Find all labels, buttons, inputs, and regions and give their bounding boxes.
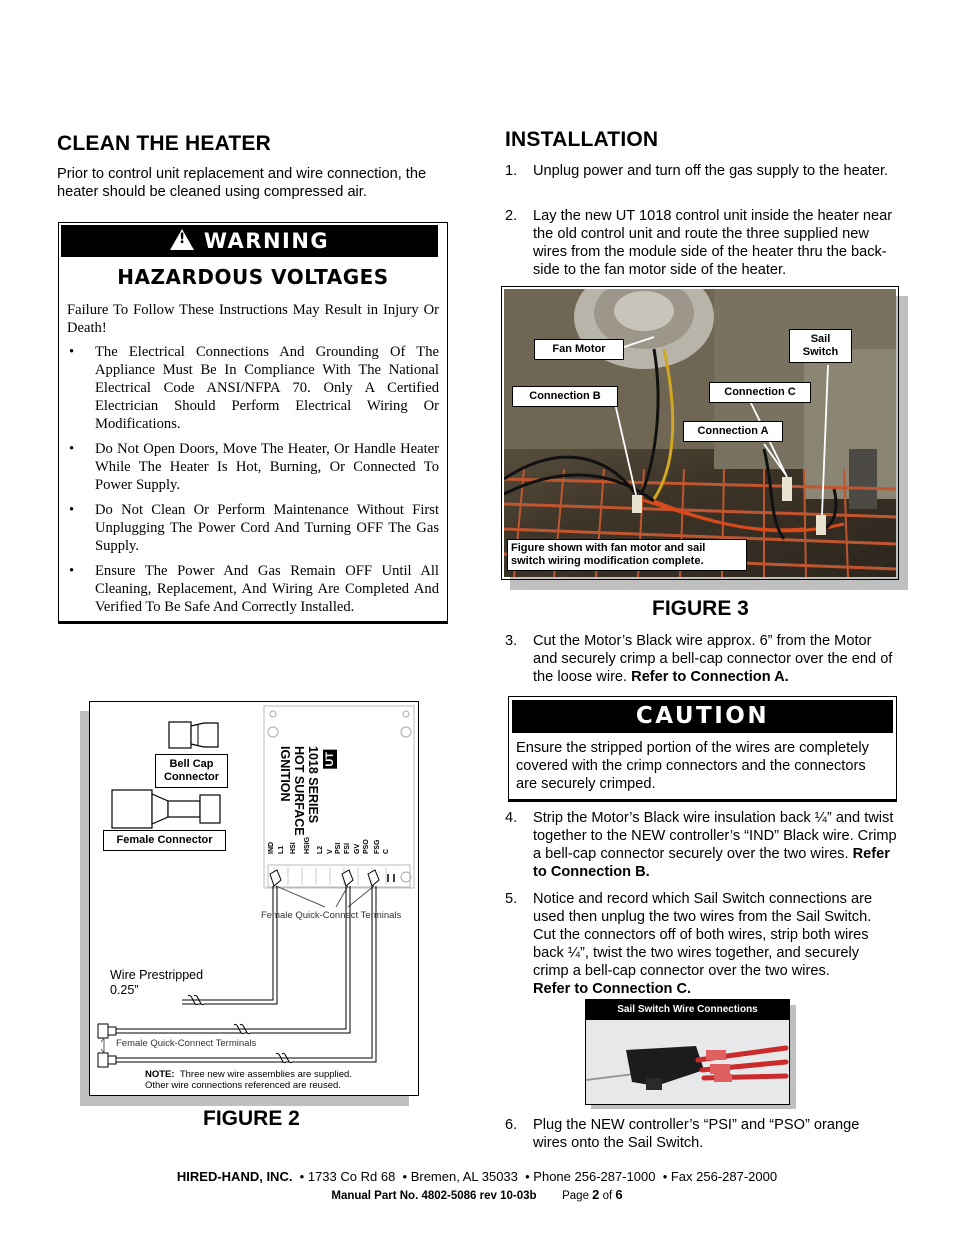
step-1: 1. Unplug power and turn off the gas supply to the heater. — [505, 163, 889, 179]
caution-banner: CAUTION — [512, 700, 893, 733]
figure2-diagram — [89, 701, 419, 1096]
board-hot-surface: HOT SURFACE — [292, 746, 306, 836]
step-4: 4. Strip the Motor’s Black wire insulation back ¼” and twist together to the NEW controller’s “IND” Black wire. Crimp a bell-cap connector securely over the two wires. Refer to Connection B. — [505, 810, 897, 880]
step-2: 2. Lay the new UT 1018 control unit inside the heater near the old control unit and route the three supplied new wires from the module side of the heater thru the back-side to the fan motor side of the heater. — [505, 208, 893, 278]
warning-item: • Do Not Clean Or Perform Maintenance Without First Unplugging The Power Cord And Turning OFF The Gas Supply. — [67, 501, 439, 555]
step-3: 3. Cut the Motor’s Black wire approx. 6” from the Motor and securely crimp a bell-cap connector over the end of the loose wire. Refer to Connection A. — [505, 633, 893, 685]
warning-item: • Ensure The Power And Gas Remain OFF Until All Cleaning, Replacement, And Wiring Are Completed And Verified To Be Safe And Correctly Installed. — [67, 562, 439, 616]
terminal-hsig: HSIG — [304, 836, 311, 854]
female-connector-label: Female Connector — [103, 830, 226, 851]
footer-address: HIRED-HAND, INC. • 1733 Co Rd 68 • Bremen, AL 35033 • Phone 256-287-1000 • Fax 256-287-2000 — [176, 1169, 778, 1184]
terminal-v: V — [327, 849, 334, 854]
figure3-note: Figure shown with fan motor and sail switch wiring modification complete. — [507, 539, 747, 571]
warning-banner: !WARNING — [61, 225, 438, 257]
warning-triangle-icon — [170, 229, 194, 250]
clean-heater-title: CLEAN THE HEATER — [57, 132, 271, 155]
connection-a-label: Connection A — [683, 421, 783, 442]
caution-text: Ensure the stripped portion of the wires are completely covered with the crimp connectors and the connectors are securely crimped. — [516, 740, 869, 792]
heater-photo — [504, 289, 896, 577]
figure3-photo — [501, 286, 899, 580]
wire-prestripped-label: Wire Prestripped 0.25” — [110, 968, 204, 997]
fqc-label-top: Female Quick-Connect Terminals — [261, 910, 402, 921]
warning-intro: Failure To Follow These Instructions May Result in Injury Or Death! — [67, 302, 439, 336]
figure2-note: NOTE: Three new wire assemblies are supplied. Other wire connections referenced are reused. — [145, 1069, 352, 1091]
step-6: 6. Plug the NEW controller’s “PSI” and “PSO” orange wires onto the Sail Switch. — [505, 1117, 860, 1151]
board-ignition: IGNITION — [278, 746, 292, 802]
clean-heater-text: Prior to control unit replacement and wire connection, the heater should be cleaned using compressed air. — [57, 166, 427, 200]
terminal-pso: PSO — [363, 839, 370, 854]
figure2-caption: FIGURE 2 — [203, 1107, 300, 1130]
terminal-fsg: FSG — [374, 839, 381, 854]
terminal-gv: GV — [354, 843, 361, 854]
fqc-label-bottom: Female Quick-Connect Terminals — [116, 1038, 257, 1049]
warning-box — [58, 222, 448, 624]
terminal-fsi: FSI — [344, 843, 351, 854]
bell-cap-label: Bell Cap Connector — [155, 754, 228, 788]
terminal-l2: L2 — [317, 845, 324, 854]
warning-item: • Do Not Open Doors, Move The Heater, Or Handle Heater While The Heater Is Hot, Burning, Or Connected To Power Supply. — [67, 440, 439, 494]
terminal-l1: L1 — [278, 845, 285, 854]
fan-motor-label: Fan Motor — [534, 339, 624, 360]
ut-logo: UT — [324, 752, 336, 767]
terminal-c: C — [383, 848, 390, 854]
board-series: 1018 SERIES — [306, 746, 320, 824]
warning-list — [67, 343, 439, 623]
sail-photo-title: Sail Switch Wire Connections — [586, 1000, 789, 1020]
caution-box — [508, 696, 897, 802]
connection-c-label: Connection C — [709, 382, 811, 403]
step-5: 5. Notice and record which Sail Switch connections are used then unplug the two wires from the Sail Switch. Cut the connectors off of both wires, strip both wires back ¼”, twist the two wires together, and securely crimp a bell-cap connector over the two wires. Refer to Connection C. — [505, 891, 873, 997]
footer-manual: Manual Part No. 4802-5086 rev 10-03b Page 2 of 6 — [331, 1187, 623, 1202]
figure3-caption: FIGURE 3 — [652, 597, 749, 620]
warning-item: • The Electrical Connections And Grounding Of The Appliance Must Be In Compliance With The National Electrical Code ANSI/NFPA 70. Only A Certified Electrician Should Perform Electrical Wiring Or Modifications. — [67, 343, 439, 433]
sail-photo-svg — [586, 1020, 789, 1104]
installation-title: INSTALLATION — [505, 128, 659, 151]
terminal-ind: IND — [268, 841, 275, 854]
terminal-hsi: HSI — [290, 842, 297, 854]
sail-switch-label: Sail Switch — [789, 329, 852, 363]
sail-switch-photo — [585, 999, 790, 1105]
warning-subtitle: HAZARDOUS VOLTAGES — [117, 265, 389, 289]
terminal-labels — [268, 828, 413, 864]
connection-b-label: Connection B — [512, 386, 618, 407]
terminal-psi: PSI — [335, 842, 342, 854]
